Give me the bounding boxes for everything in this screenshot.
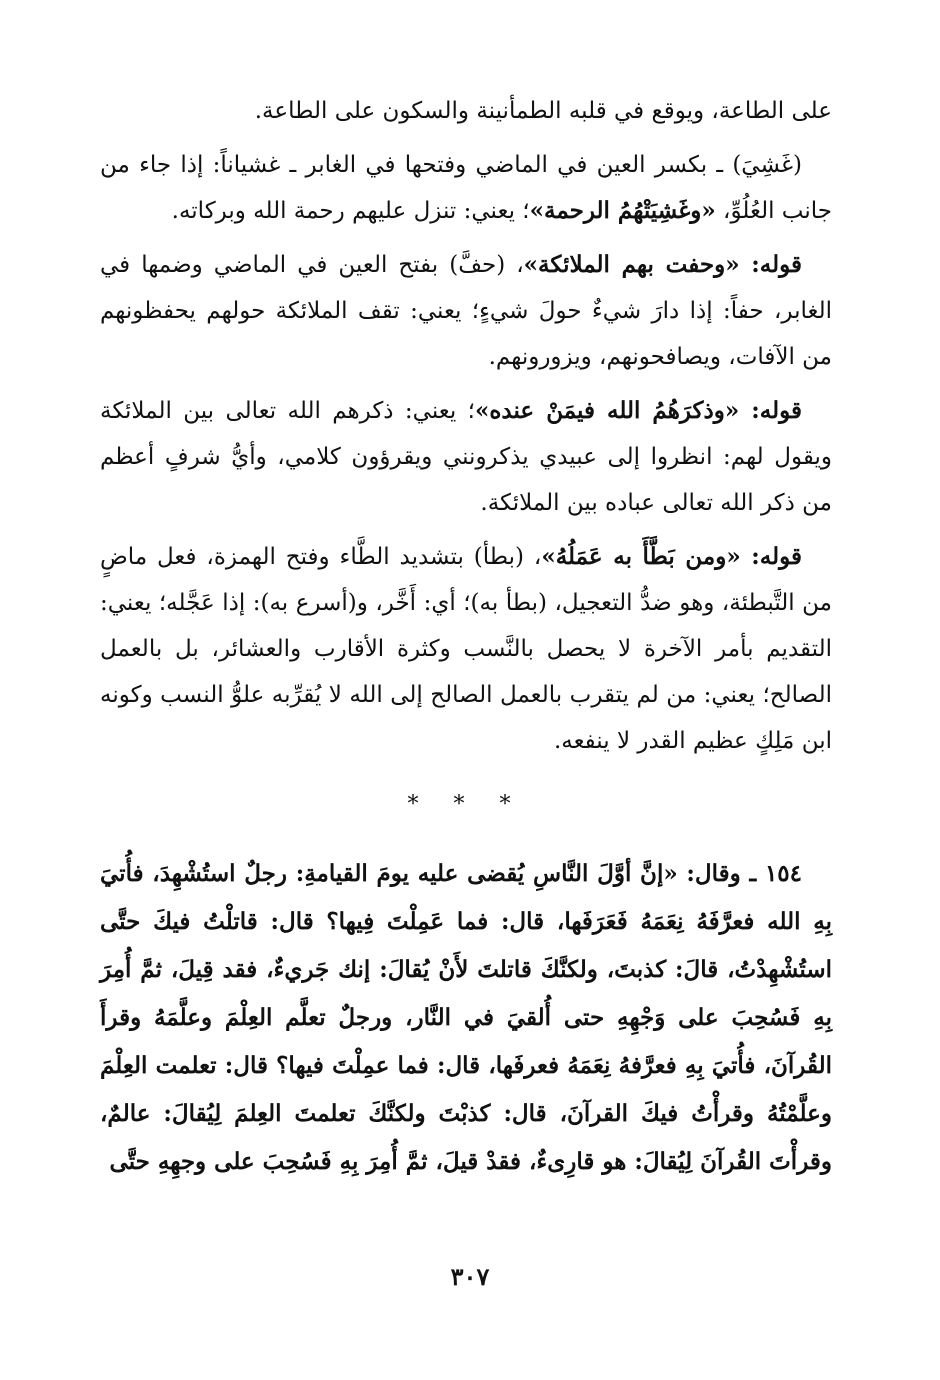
paragraph-text: ؛ يعني: ذكرهم الله تعالى بين الملائكة ويقول لهم: انظروا إلى عبيدي يذكرونني ويقرؤون كلامي، وأيُّ شرفٍ أعظم من ذكر الله تعالى عباده بين الملائكة. <box>100 398 832 516</box>
paragraph-text: ؛ يعني: تنزل عليهم رحمة الله وبركاته. <box>171 198 530 224</box>
paragraph-text: على الطاعة، ويوقع في قلبه الطمأنينة والسكون على الطاعة. <box>254 98 832 124</box>
paragraph-text: (غَشِيَ) ـ بكسر العين في الماضي وفتحها في الغابر ـ غشياناً: إذا جاء من جانب العُلُوِّ، <box>100 152 832 224</box>
page-body <box>100 88 832 1186</box>
page-number: ٣٠٧ <box>450 1262 490 1291</box>
section-separator: * * * <box>407 792 525 817</box>
commentary-paragraph <box>100 242 832 380</box>
quoted-phrase: «وغَشِيَتْهُمُ الرحمة» <box>529 197 716 224</box>
paragraph-text: ، (حفَّ) بفتح العين في الماضي وضمها في الغابر، حفاً: إذا دارَ شيءٌ حولَ شيءٍ؛ يعني: تقف الملائكة حولهم يحفظونهم من الآفات، ويصافحونهم، ويزورونهم. <box>100 252 832 370</box>
hadith-paragraph: ١٥٤ ـ وقال: «إنَّ أوَّلَ النَّاسِ يُقضى عليه يومَ القيامةِ: رجلٌ استُشْهِدَ، فأُتيَ بِهِ الله فعرَّفَهُ نِعَمَهُ فَعَرَفَها، قال: فما عَمِلْتَ فِيها؟ قال: قاتلْتُ فيكَ حتَّى استُشْهِدْتُ، قالَ: كذبتَ، ولكنَّكَ قاتلتَ لأَنْ يُقالَ: إنك جَريءٌ، فقد قِيلَ، ثمَّ أُمِرَ بِهِ فَسُحِبَ على وَجْهِهِ حتى أُلقيَ في النَّار، ورجلٌ تعلَّم العِلْمَ وعلَّمَهُ وقرأَ القُرآنَ، فأُتيَ بِهِ فعرَّفهُ نِعَمَهُ فعرفَها، قال: فما عمِلْتَ فيها؟ قال: تعلمت العِلْمَ وعلَّمْتُهُ وقرأْتُ فيكَ القرآنَ، قال: كذبْتَ ولكنَّكَ تعلمتَ العِلمَ لِيُقالَ: عالمٌ، وقرأْتَ القُرآنَ لِيُقالَ: هو قارِىءٌ، فقدْ قيلَ، ثمَّ أُمِرَ بِهِ فَسُحِبَ على وجهِهِ حتَّى <box>100 860 832 1175</box>
commentary-paragraph <box>100 88 832 134</box>
quoted-phrase: قوله: «ومن بَطَّأَ به عَمَلُهُ» <box>541 543 802 570</box>
quoted-phrase: قوله: «وحفت بهم الملائكة» <box>523 251 802 278</box>
commentary-paragraph <box>100 534 832 764</box>
commentary-section <box>100 88 832 764</box>
commentary-paragraph <box>100 388 832 526</box>
paragraph-text: ، (بطأ) بتشديد الطَّاء وفتح الهمزة، فعل ماضٍ من التَّبطئة، وهو ضدُّ التعجيل، (بطأ به)؛ أي: أَخَّر، و(أسرع به): إذا عَجَّله؛ يعني: التقديم بأمر الآخرة لا يحصل بالنَّسب وكثرة الأقارب والعشائر، بل بالعمل الصالح؛ يعني: من لم يتقرب بالعمل الصالح إلى الله لا يُقرِّبه علوُّ النسب وكونه ابن مَلِكٍ عظيم القدر لا ينفعه. <box>100 544 832 754</box>
quoted-phrase: قوله: «وذكرَهُمُ الله فيمَنْ عنده» <box>474 397 802 424</box>
commentary-paragraph <box>100 142 832 234</box>
